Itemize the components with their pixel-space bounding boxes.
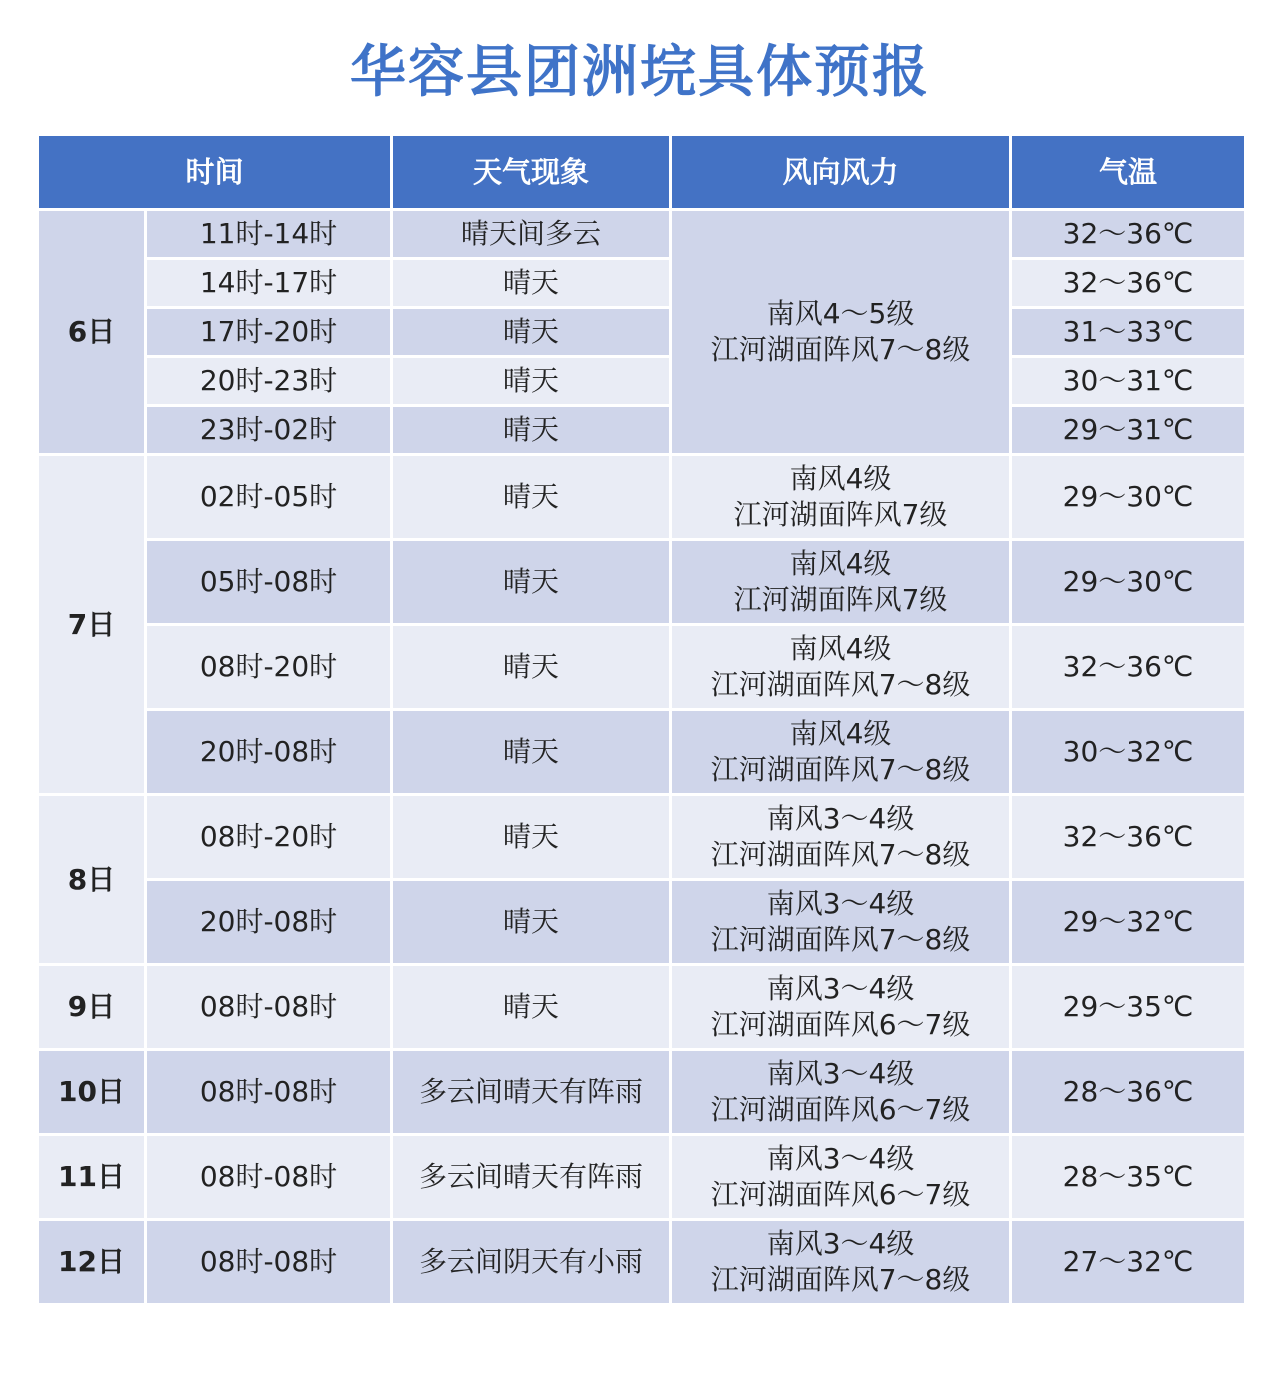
temp-cell: 28～36℃ [1011, 1050, 1246, 1135]
wind-line-1: 南风3～4级 [766, 972, 915, 1005]
temp-cell: 27～32℃ [1011, 1220, 1246, 1305]
weather-cell: 晴天 [392, 406, 671, 455]
day-cell: 9日 [38, 965, 146, 1050]
wind-line-2: 江河湖面阵风7～8级 [710, 838, 971, 871]
wind-line-2: 江河湖面阵风7～8级 [710, 753, 971, 786]
time-cell: 08时-20时 [146, 625, 392, 710]
wind-line-2: 江河湖面阵风7级 [733, 583, 948, 616]
wind-line-2: 江河湖面阵风7～8级 [710, 1263, 971, 1296]
temp-cell: 29～35℃ [1011, 965, 1246, 1050]
wind-line-2: 江河湖面阵风7～8级 [710, 923, 971, 956]
table-row [38, 308, 1246, 357]
day-cell: 6日 [38, 210, 146, 455]
table-row [38, 455, 1246, 540]
time-cell: 08时-08时 [146, 1220, 392, 1305]
wind-line-1: 南风4级 [789, 717, 892, 750]
temp-cell: 29～30℃ [1011, 455, 1246, 540]
day-cell: 12日 [38, 1220, 146, 1305]
wind-line-1: 南风3～4级 [766, 1227, 915, 1260]
time-cell: 14时-17时 [146, 259, 392, 308]
table-row [38, 406, 1246, 455]
temp-cell: 30～32℃ [1011, 710, 1246, 795]
weather-cell: 多云间晴天有阵雨 [392, 1050, 671, 1135]
time-cell: 23时-02时 [146, 406, 392, 455]
weather-cell: 晴天 [392, 710, 671, 795]
table-row [38, 880, 1246, 965]
table-row [38, 540, 1246, 625]
table-header-row [38, 135, 1246, 210]
header-weather: 天气现象 [392, 135, 671, 210]
forecast-table [36, 133, 1247, 1306]
temp-cell: 29～32℃ [1011, 880, 1246, 965]
wind-cell [671, 210, 1011, 455]
table-row [38, 710, 1246, 795]
weather-cell: 晴天 [392, 357, 671, 406]
wind-line-1: 南风4级 [789, 547, 892, 580]
time-cell: 17时-20时 [146, 308, 392, 357]
weather-cell: 晴天 [392, 540, 671, 625]
temp-cell: 29～30℃ [1011, 540, 1246, 625]
wind-cell [671, 795, 1011, 880]
table-row [38, 259, 1246, 308]
wind-cell [671, 455, 1011, 540]
time-cell: 08时-20时 [146, 795, 392, 880]
table-row [38, 1220, 1246, 1305]
table-row [38, 210, 1246, 259]
table-row [38, 625, 1246, 710]
weather-cell: 晴天 [392, 625, 671, 710]
weather-cell: 晴天 [392, 795, 671, 880]
wind-line-1: 南风4～5级 [766, 297, 915, 330]
table-row [38, 1050, 1246, 1135]
temp-cell: 30～31℃ [1011, 357, 1246, 406]
table-row [38, 1135, 1246, 1220]
weather-cell: 晴天 [392, 308, 671, 357]
wind-cell [671, 625, 1011, 710]
table-row [38, 357, 1246, 406]
wind-cell [671, 1050, 1011, 1135]
wind-line-2: 江河湖面阵风6～7级 [710, 1008, 971, 1041]
wind-line-1: 南风4级 [789, 462, 892, 495]
wind-line-1: 南风3～4级 [766, 887, 915, 920]
page-title: 华容县团洲垸具体预报 [350, 40, 930, 105]
wind-line-2: 江河湖面阵风6～7级 [710, 1093, 971, 1126]
temp-cell: 29～31℃ [1011, 406, 1246, 455]
time-cell: 08时-08时 [146, 965, 392, 1050]
temp-cell: 32～36℃ [1011, 259, 1246, 308]
temp-cell: 31～33℃ [1011, 308, 1246, 357]
table-row [38, 965, 1246, 1050]
day-cell: 8日 [38, 795, 146, 965]
time-cell: 05时-08时 [146, 540, 392, 625]
table-row [38, 795, 1246, 880]
time-cell: 08时-08时 [146, 1135, 392, 1220]
weather-cell: 晴天 [392, 880, 671, 965]
weather-cell: 多云间阴天有小雨 [392, 1220, 671, 1305]
wind-line-2: 江河湖面阵风7～8级 [710, 668, 971, 701]
header-temp: 气温 [1011, 135, 1246, 210]
time-cell: 20时-23时 [146, 357, 392, 406]
time-cell: 11时-14时 [146, 210, 392, 259]
wind-cell [671, 540, 1011, 625]
wind-cell [671, 880, 1011, 965]
weather-cell: 晴天间多云 [392, 210, 671, 259]
time-cell: 02时-05时 [146, 455, 392, 540]
wind-line-2: 江河湖面阵风7～8级 [710, 333, 971, 366]
time-cell: 20时-08时 [146, 710, 392, 795]
header-wind: 风向风力 [671, 135, 1011, 210]
wind-cell [671, 965, 1011, 1050]
temp-cell: 28～35℃ [1011, 1135, 1246, 1220]
weather-cell: 晴天 [392, 259, 671, 308]
wind-line-1: 南风4级 [789, 632, 892, 665]
day-cell: 10日 [38, 1050, 146, 1135]
header-time: 时间 [38, 135, 392, 210]
time-cell: 20时-08时 [146, 880, 392, 965]
day-cell: 7日 [38, 455, 146, 795]
temp-cell: 32～36℃ [1011, 625, 1246, 710]
day-cell: 11日 [38, 1135, 146, 1220]
wind-line-1: 南风3～4级 [766, 1142, 915, 1175]
temp-cell: 32～36℃ [1011, 795, 1246, 880]
wind-line-1: 南风3～4级 [766, 802, 915, 835]
weather-cell: 晴天 [392, 455, 671, 540]
wind-line-2: 江河湖面阵风6～7级 [710, 1178, 971, 1211]
wind-cell [671, 1135, 1011, 1220]
weather-cell: 晴天 [392, 965, 671, 1050]
wind-cell [671, 1220, 1011, 1305]
time-cell: 08时-08时 [146, 1050, 392, 1135]
temp-cell: 32～36℃ [1011, 210, 1246, 259]
weather-cell: 多云间晴天有阵雨 [392, 1135, 671, 1220]
wind-cell [671, 710, 1011, 795]
wind-line-2: 江河湖面阵风7级 [733, 498, 948, 531]
wind-line-1: 南风3～4级 [766, 1057, 915, 1090]
